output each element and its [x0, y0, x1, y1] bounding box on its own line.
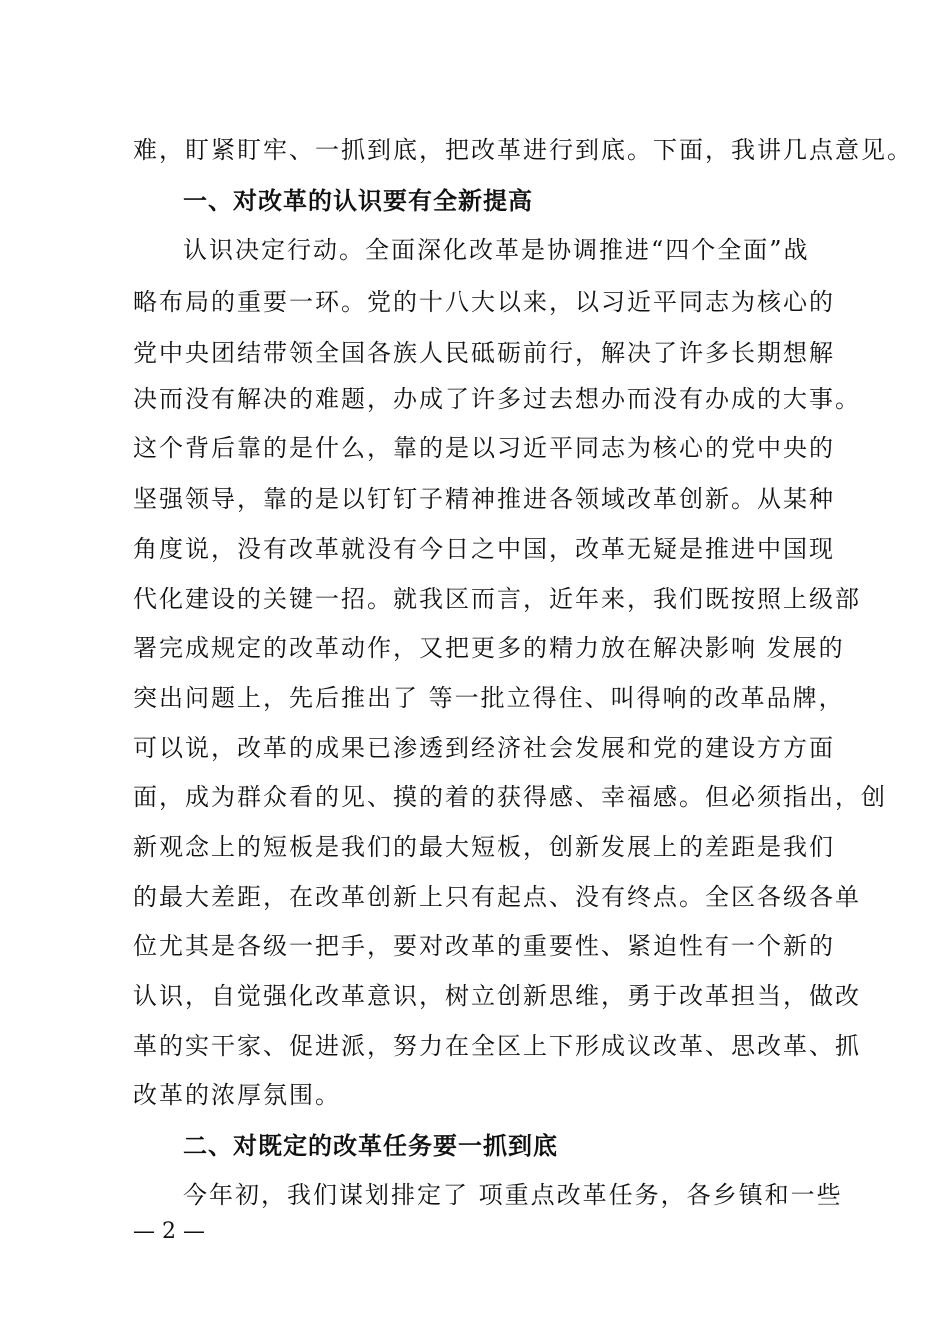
section-1-line-10: 突出问题上，先后推出了 等一批立得住、叫得响的改革品牌，: [133, 684, 845, 712]
section-1-line-6: 坚强领导，靠的是以钉钉子精神推进各领域改革创新。从某种: [133, 485, 835, 513]
section-1-line-11: 可以说，改革的成果已渗透到经济社会发展和党的建设方方面: [133, 734, 835, 762]
section-1-line-8: 代化建设的关键一招。就我区而言，近年来，我们既按照上级部: [133, 585, 861, 613]
section-1-line-7: 角度说，没有改革就没有今日之中国，改革无疑是推进中国现: [133, 535, 835, 563]
section-2-heading: 二、对既定的改革任务要一抓到底: [183, 1132, 558, 1160]
section-2-line-1: 今年初，我们谋划排定了 项重点改革任务，各乡镇和一些: [183, 1181, 843, 1209]
section-1-line-14: 的最大差距，在改革创新上只有起点、没有终点。全区各级各单: [133, 883, 861, 911]
page-number: — 2 —: [133, 1219, 205, 1244]
section-1-line-15: 位尤其是各级一把手，要对改革的重要性、紧迫性有一个新的: [133, 932, 835, 960]
section-1-line-3: 党中央团结带领全国各族人民砥砺前行，解决了许多长期想解: [133, 339, 835, 367]
section-1-line-1: 认识决定行动。全面深化改革是协调推进“四个全面”战: [183, 236, 810, 264]
section-1-line-16: 认识，自觉强化改革意识，树立创新思维，勇于改革担当，做改: [133, 982, 861, 1010]
section-1-line-17: 革的实干家、促进派，努力在全区上下形成议改革、思改革、抓: [133, 1032, 861, 1060]
section-1-heading: 一、对改革的认识要有全新提高: [183, 187, 533, 215]
section-1-line-4: 决而没有解决的难题，办成了许多过去想办而没有办成的大事。: [133, 385, 861, 413]
section-1-line-13: 新观念上的短板是我们的最大短板，创新发展上的差距是我们: [133, 833, 835, 861]
section-1-line-2: 略布局的重要一环。党的十八大以来，以习近平同志为核心的: [133, 288, 835, 316]
section-1-line-5: 这个背后靠的是什么，靠的是以习近平同志为核心的党中央的: [133, 434, 835, 462]
section-1-line-18: 改革的浓厚氛围。: [133, 1081, 341, 1109]
section-1-line-12: 面，成为群众看的见、摸的着的获得感、幸福感。但必须指出，创: [133, 783, 887, 811]
opening-line: 难，盯紧盯牢、一抓到底，把改革进行到底。下面，我讲几点意见。: [133, 136, 913, 164]
section-1-line-9: 署完成规定的改革动作，又把更多的精力放在解决影响 发展的: [133, 634, 845, 662]
